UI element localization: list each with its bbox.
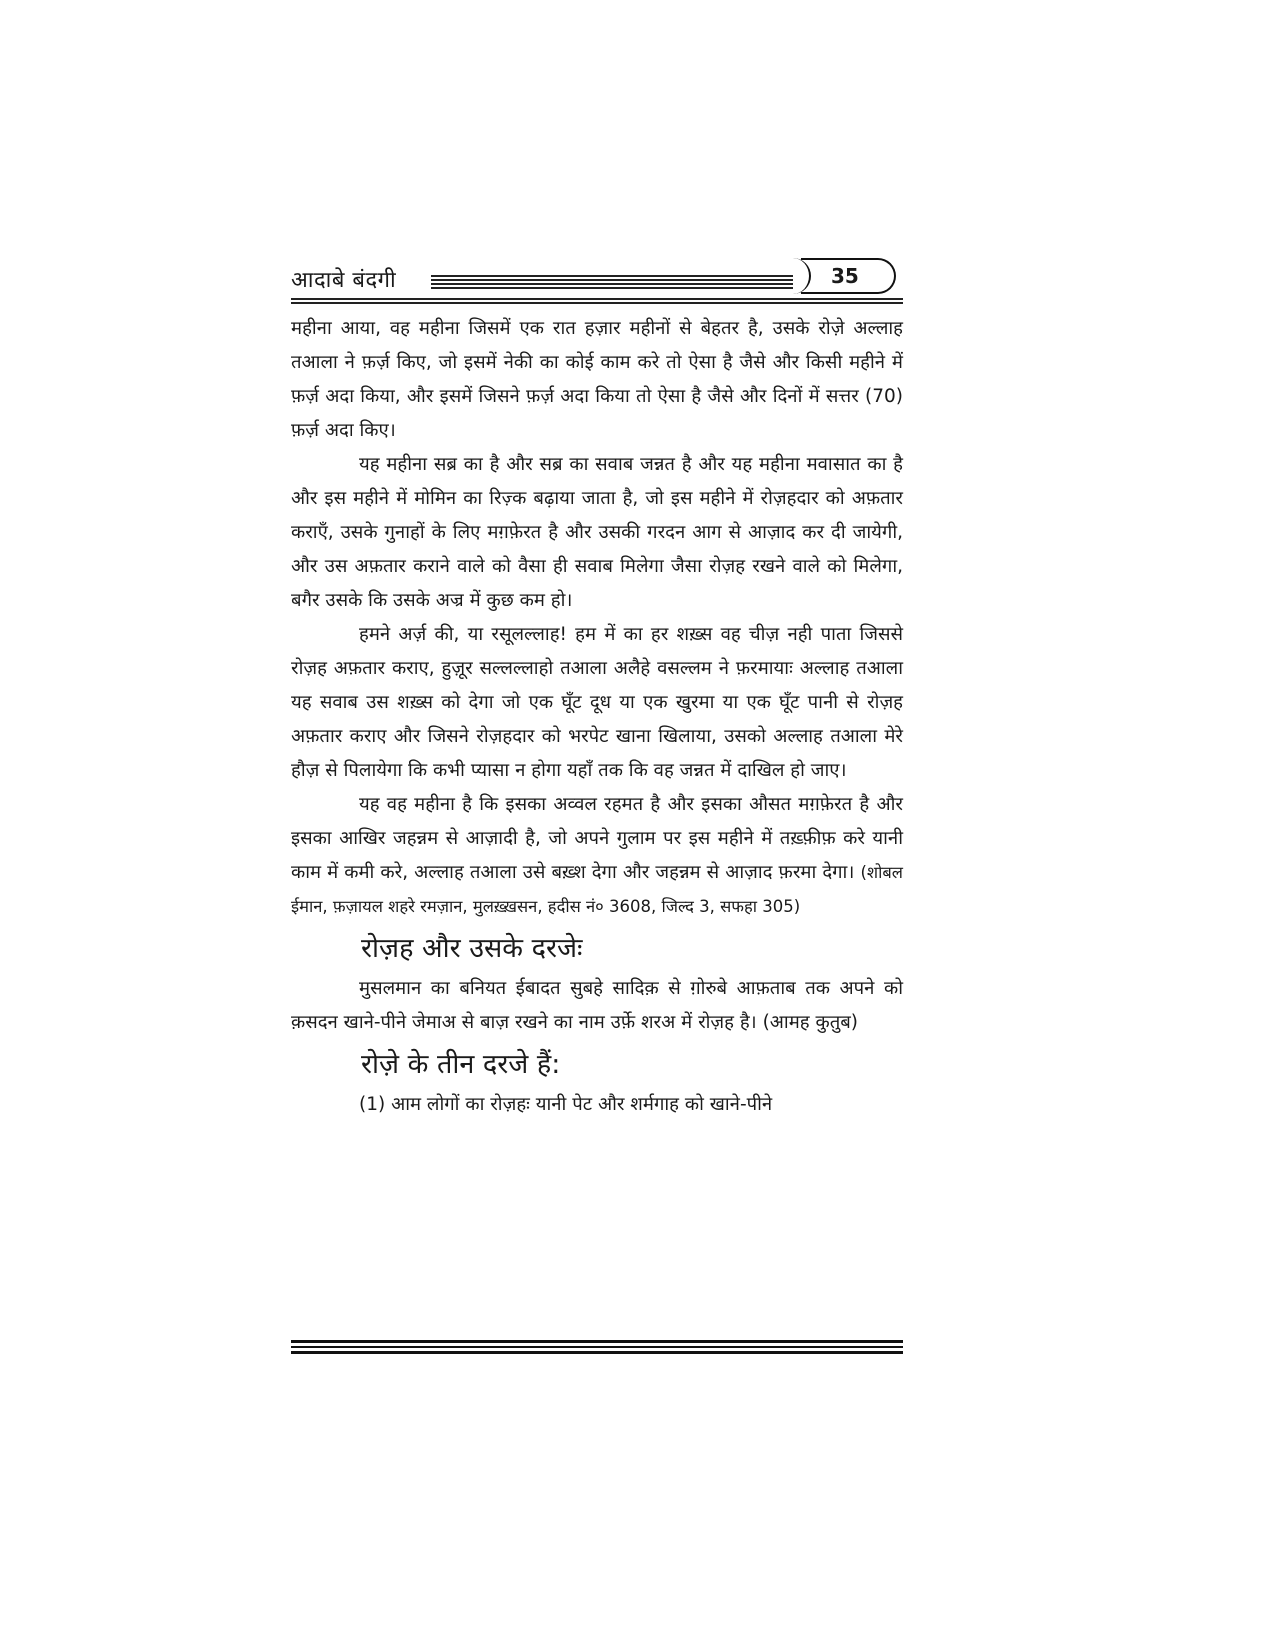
header-rule — [431, 275, 793, 289]
section-heading-teen-darje: रोज़े के तीन दरजे हैं: — [361, 1049, 561, 1080]
body-text — [291, 312, 903, 1122]
paragraph-5-text: मुसलमान का बनियत ईबादत सुबहे सादिक़ से ग़ोरुबे आफ़ताब तक अपने को क़सदन खाने-पीने जेमाअ से बाज़ रखने का नाम उर्फ़े शरअ में रोज़ह है। — [291, 978, 903, 1033]
citation-reference-2: (आमह कुतुब) — [762, 1012, 859, 1033]
paragraph-1: महीना आया, वह महीना जिसमें एक रात हज़ार महीनों से बेहतर है, उसके रोज़े अल्लाह तआला ने फ़र्ज़ किए, जो इसमें नेकी का कोई काम करे तो ऐसा है जैसे और किसी महीने में फ़र्ज़ अदा किया, और इसमें जिसने फ़र्ज़ अदा किया तो ऐसा है जैसे और दिनों में सत्तर (70) फ़र्ज़ अदा किए। — [291, 318, 903, 441]
page-number-badge — [801, 258, 896, 294]
paragraph-3: हमने अर्ज़ की, या रसूलल्लाह! हम में का हर शख़्स वह चीज़ नही पाता जिससे रोज़ह अफ़तार कराए, हुज़ूर सल्लल्लाहो तआला अलैहे वसल्लम ने फ़रमायाः अल्लाह तआला यह सवाब उस शख़्स को देगा जो एक घूँट दूध या एक खुरमा या एक घूँट पानी से रोज़ह अफ़तार कराए और जिसने रोज़हदार को भरपेट खाना खिलाया, उसको अल्लाह तआला मेरे हौज़ से पिलायेगा कि कभी प्यासा न होगा यहाँ तक कि वह जन्नत में दाखिल हो जाए। — [291, 624, 903, 781]
citation-reference: (शोबल ईमान, फ़ज़ायल शहरे रमज़ान, मुलख़्ख़सन, हदीस नं० 3608, जिल्द 3, सफहा 305) — [291, 863, 903, 916]
paragraph-4 — [291, 788, 903, 924]
paragraph-6: (1) आम लोगों का रोज़हः यानी पेट और शर्मगाह को खाने-पीने — [359, 1094, 773, 1115]
paragraph-5 — [291, 972, 903, 1040]
page-header — [291, 258, 903, 306]
header-bottom-rule — [291, 298, 903, 304]
paragraph-2: यह महीना सब्र का है और सब्र का सवाब जन्नत है और यह महीना मवासात का है और इस महीने में मोमिन का रिज़्क बढ़ाया जाता है, जो इस महीने में रोज़हदार को अफ़तार कराएँ, उसके गुनाहों के लिए मग़फ़ेरत है और उसकी गरदन आग से आज़ाद कर दी जायेगी, और उस अफ़तार कराने वाले को वैसा ही सवाब मिलेगा जैसा रोज़ह रखने वाले को मिलेगा, बगैर उसके कि उसके अज्र में कुछ कम हो। — [291, 454, 903, 611]
book-page — [291, 258, 903, 1122]
section-heading-roza-darje: रोज़ह और उसके दरजेः — [361, 933, 583, 964]
page-number: 35 — [831, 264, 859, 288]
paragraph-4-text: यह वह महीना है कि इसका अव्वल रहमत है और इसका औसत मग़फ़ेरत है और इसका आखिर जहन्नम से आज़ादी है, जो अपने गुलाम पर इस महीने में तख़्फ़ीफ़ करे यानी काम में कमी करे, अल्लाह तआला उसे बख़्श देगा और जहन्नम से आज़ाद फ़रमा देगा। — [291, 794, 903, 883]
footer-rule — [291, 1340, 903, 1354]
running-title: आदाबे बंदगी — [291, 268, 397, 293]
